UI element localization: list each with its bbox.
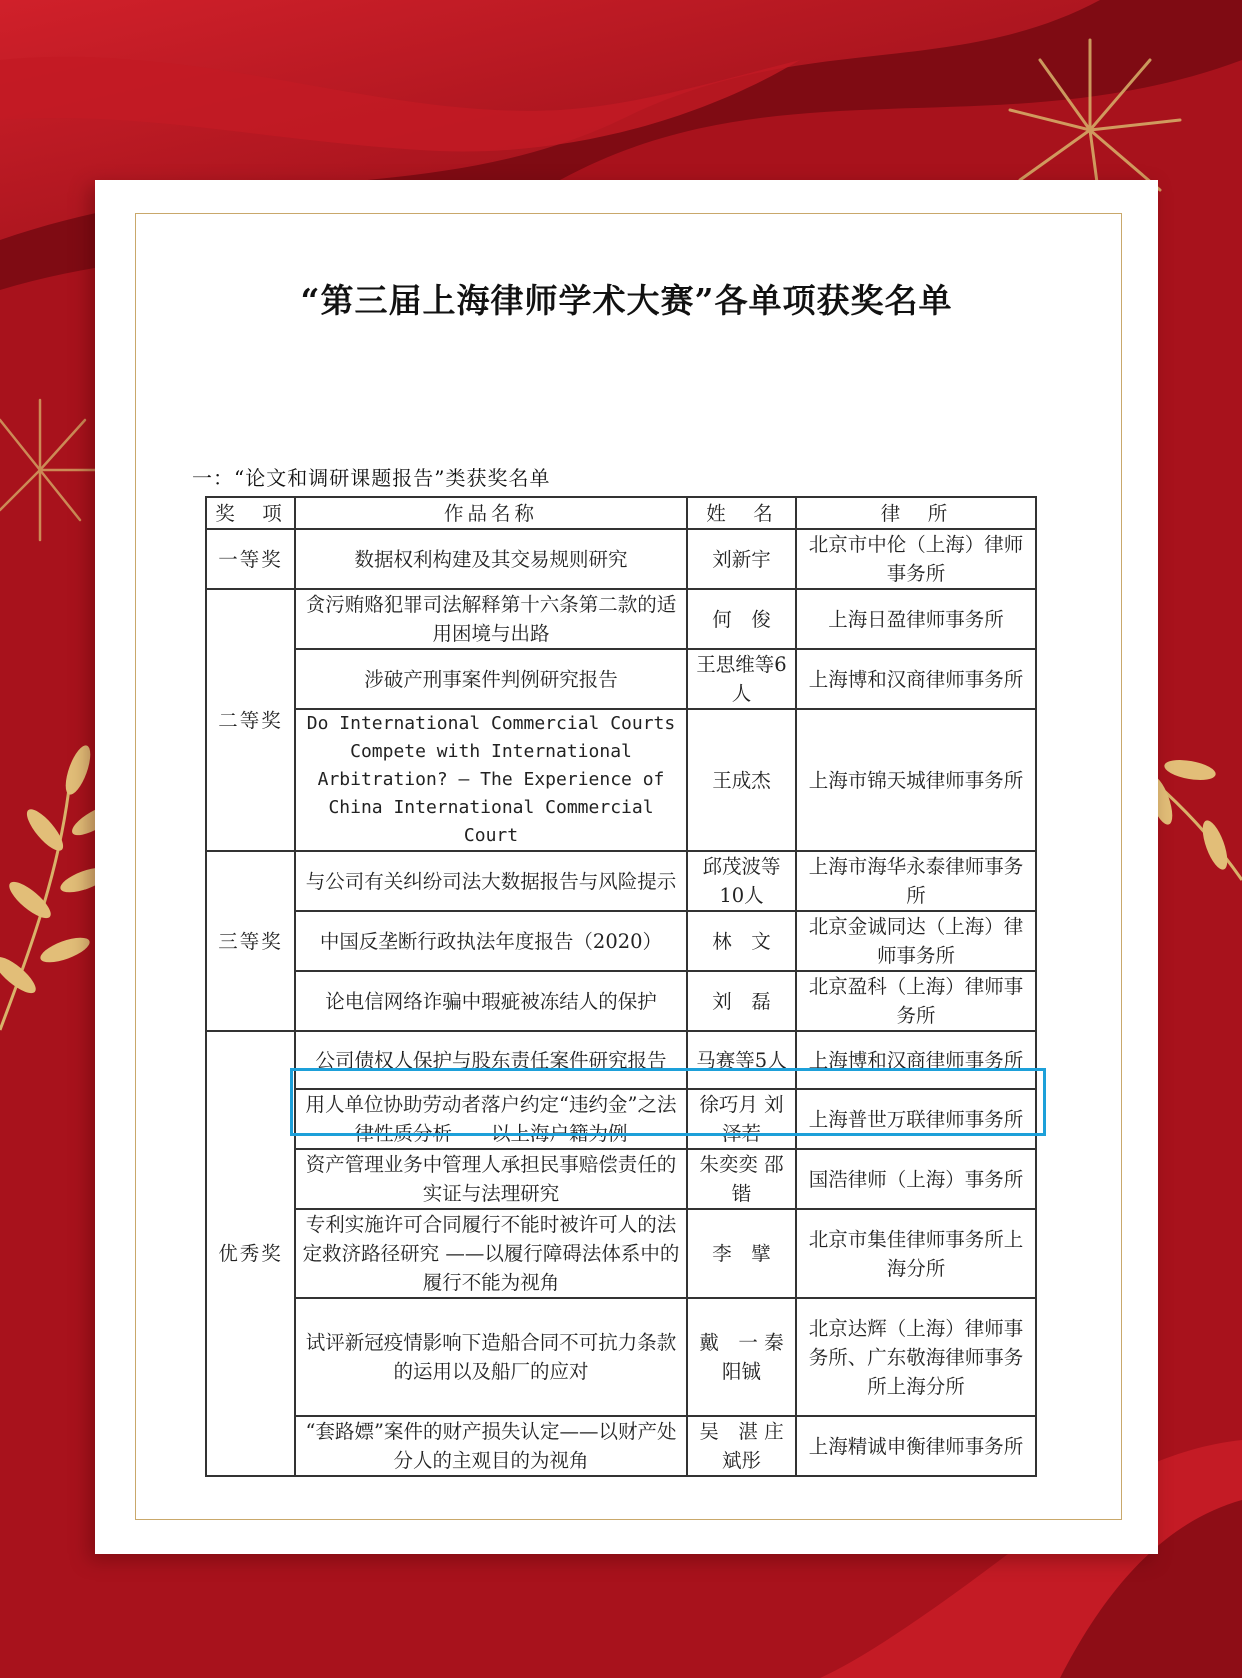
table-header-row (206, 497, 1036, 529)
law-firm: 上海博和汉商律师事务所 (796, 649, 1036, 709)
work-title: 论电信网络诈骗中瑕疵被冻结人的保护 (295, 971, 687, 1031)
author-name: 朱奕奕 邵 锴 (687, 1149, 796, 1209)
header-name: 姓 名 (687, 497, 796, 529)
table-row (206, 971, 1036, 1031)
author-name: 王成杰 (687, 709, 796, 851)
award-table (205, 496, 1037, 1477)
law-firm: 北京金诚同达（上海）律师事务所 (796, 911, 1036, 971)
law-firm: 北京盈科（上海）律师事务所 (796, 971, 1036, 1031)
table-row (206, 1209, 1036, 1298)
author-name: 林 文 (687, 911, 796, 971)
author-name: 李 擘 (687, 1209, 796, 1298)
header-award-level: 奖 项 (206, 497, 295, 529)
author-name: 戴 一 秦阳铖 (687, 1298, 796, 1416)
table-row (206, 1298, 1036, 1416)
award-grade-second: 二等奖 (206, 589, 295, 851)
work-title: 中国反垄断行政执法年度报告（2020） (295, 911, 687, 971)
author-name: 马赛等5人 (687, 1031, 796, 1089)
author-name: 刘 磊 (687, 971, 796, 1031)
work-title: 与公司有关纠纷司法大数据报告与风险提示 (295, 851, 687, 911)
work-title: 专利实施许可合同履行不能时被许可人的法定救济路径研究 ——以履行障碍法体系中的履行不能为视角 (295, 1209, 687, 1298)
law-firm: 上海市锦天城律师事务所 (796, 709, 1036, 851)
author-name: 何 俊 (687, 589, 796, 649)
table-row (206, 1149, 1036, 1209)
table-row (206, 529, 1036, 589)
law-firm: 国浩律师（上海）事务所 (796, 1149, 1036, 1209)
document-title: “第三届上海律师学术大赛”各单项获奖名单 (300, 281, 953, 320)
author-name: 吴 湛 庄斌彤 (687, 1416, 796, 1476)
work-title: 公司债权人保护与股东责任案件研究报告 (295, 1031, 687, 1089)
table-row (206, 589, 1036, 649)
work-title: 涉破产刑事案件判例研究报告 (295, 649, 687, 709)
law-firm: 北京达辉（上海）律师事务所、广东敬海律师事务所上海分所 (796, 1298, 1036, 1416)
award-list-document (95, 180, 1158, 1554)
table-row-highlighted (206, 1089, 1036, 1149)
work-title: 数据权利构建及其交易规则研究 (295, 529, 687, 589)
author-name: 王思维等6人 (687, 649, 796, 709)
author-name: 徐巧月 刘泽若 (687, 1089, 796, 1149)
award-grade-first: 一等奖 (206, 529, 295, 589)
law-firm: 上海博和汉商律师事务所 (796, 1031, 1036, 1089)
law-firm: 北京市集佳律师事务所上海分所 (796, 1209, 1036, 1298)
table-row (206, 1416, 1036, 1476)
work-title: 用人单位协助劳动者落户约定“违约金”之法律性质分析——以上海户籍为例 (295, 1089, 687, 1149)
law-firm: 上海精诚申衡律师事务所 (796, 1416, 1036, 1476)
table-row (206, 649, 1036, 709)
award-grade-third: 三等奖 (206, 851, 295, 1031)
law-firm: 北京市中伦（上海）律师事务所 (796, 529, 1036, 589)
work-title: 试评新冠疫情影响下造船合同不可抗力条款的运用以及船厂的应对 (295, 1298, 687, 1416)
table-row (206, 709, 1036, 851)
work-title: 资产管理业务中管理人承担民事赔偿责任的实证与法理研究 (295, 1149, 687, 1209)
author-name: 邱茂波等10人 (687, 851, 796, 911)
law-firm: 上海普世万联律师事务所 (796, 1089, 1036, 1149)
section-heading: 一：“论文和调研课题报告”类获奖名单 (192, 466, 551, 490)
work-title: Do International Commercial Courts Compete with International Arbitration? — The Experience of China International Commercial Court (295, 709, 687, 851)
author-name: 刘新宇 (687, 529, 796, 589)
work-title: 贪污贿赂犯罪司法解释第十六条第二款的适用困境与出路 (295, 589, 687, 649)
law-firm: 上海日盈律师事务所 (796, 589, 1036, 649)
header-law-firm: 律 所 (796, 497, 1036, 529)
award-grade-excellence: 优秀奖 (206, 1031, 295, 1476)
table-row (206, 851, 1036, 911)
law-firm: 上海市海华永泰律师事务所 (796, 851, 1036, 911)
work-title: “套路嫖”案件的财产损失认定——以财产处分人的主观目的为视角 (295, 1416, 687, 1476)
table-row (206, 911, 1036, 971)
table-row (206, 1031, 1036, 1089)
header-work-title: 作品名称 (295, 497, 687, 529)
